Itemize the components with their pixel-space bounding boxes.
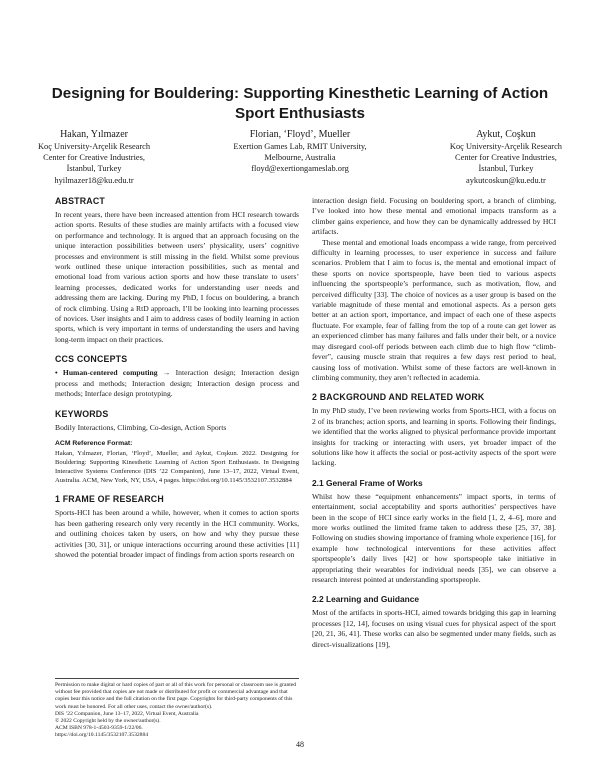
background-section [312, 392, 556, 468]
abstract-text: In recent years, there have been increased attention from HCI research towards action sports. Results of these studies are mainly artifacts with a focused view on performance and technology. It is argued that an approach focusing on the unique interaction possibilities between users’ physicality, users’ cognitive processes and environment is still missing in the field. Whilst some previous work outlined these unique interaction possibilities, such as mental and emotional load from various action sports and how these translate to users’ learning processes, dedicated works for understanding user needs and addressing them are lacking. During my PhD, I focus on bouldering, a branch of rock climbing. Using a RtD approach, I’ll be looking into learning processes of novices. User insights and I aim to address cases of bodily learning in action sports, which is very important in terms of understanding the users and having long-term impact on their practices. [55, 210, 299, 344]
right-column [312, 196, 556, 650]
permission-notice: Permission to make digital or hard copies of part or all of this work for personal or classroom use is granted without fee provided that copies are not made or distributed for profit or commercial advantage and that copies bear this notice and the full citation on the first page. Copyrights for third-party components of this work must be honored. For all other uses, contact the owner/author(s). [55, 682, 297, 710]
left-column [55, 196, 299, 560]
author-email: hyilmazer18@ku.edu.tr [54, 175, 134, 185]
author-name: Florian, ‘Floyd’, Mueller [249, 129, 351, 140]
author-name: Hakan, Yılmazer [60, 129, 129, 140]
keywords-heading: KEYWORDS [55, 408, 109, 419]
author-affiliation: Koç University-Arçelik Research [449, 142, 562, 151]
conference-line: DIS ’22 Companion, June 13–17, 2022, Virtual Event, Australia [55, 710, 199, 717]
frame-continued-text: interaction design field. Focusing on bouldering sport, a branch of climbing, I’ve looked into how these mental and emotional impacts transform as a climber gains experience, and how they can be dynamically addressed by HCI artifacts. [312, 196, 556, 237]
learning-guidance-text: Most of the artifacts in sports-HCI, aimed towards bridging this gap in learning processes [12, 14], focuses on using visual cues for physical aspect of the sport [20, 21, 36, 41]. These works can also be segmented under many fields, such as direct-visualizations [19], [312, 608, 556, 649]
author-1 [38, 128, 150, 186]
isbn-line: ACM ISBN 978-1-4503-9359-1/22/06. [55, 725, 143, 732]
ccs-text [55, 368, 299, 399]
background-text: In my PhD study, I’ve been reviewing works from Sports-HCI, with a focus on 2 of its branches; action sports, and learning in sports. Following their findings, we identified that the works aligned to physical performance provide important insights for tracking or interacting with users, yet broader impact of the solutions like how it affects the social or post-activity aspects of the sport were lacking. [312, 406, 556, 468]
frame-paragraph-2: These mental and emotional loads encompass a wide range, from perceived difficulty in learning processes, to user experience in success and failure scenarios. Problem that I aim to focus is, the mental and emotional impact of these sports on novice sportspeople, have been tied to various aspects influencing the sportspeople’s performance, such as motivation, flow, and perceived difficulty [33]. The choice of novices as a user group is based on the variable magnitude of these mental and emotional aspects. As a person gets better at an action sport, importance, and impact of each one of these aspects fluctuate. For example, fear of falling from the top of a route can get lower as an experienced climber has many failures and falls under their belt, or a novice may disregard cool-off periods between each climb due to high flow “climb-fever”, causing muscle strain that requires a few days rest period to heal, causing loss of motivation. Whilst some of these factors are well-known in climbing community, they aren’t reflected in academia. [312, 237, 556, 382]
author-2 [233, 128, 366, 186]
page-number: 48 [296, 740, 304, 749]
frame-heading: 1 FRAME OF RESEARCH [55, 494, 164, 505]
author-name: Aykut, Coşkun [476, 129, 536, 140]
keywords-text: Bodily Interactions, Climbing, Co-design, Action Sports [55, 422, 227, 432]
author-affiliation: Koç University-Arçelik Research [38, 142, 151, 151]
general-frame-text: Whilst how these “equipment enhancements” impact sports, in terms of entertainment, social acceptability and sports authorities’ perspectives have been in the scope of HCI since early works in the field [1, 2, 4–6], more and more works outlined the limited frame taken to address these [25, 37, 38]. Following on studies showing importance of framing whole experience [16], for example how technological interventions for these activities affect sportspeople’s daily lives [42] or how sportspeople take initiative in appropriating their wearables for individual needs [35], we can observe a research interest pointed at understanding sportspeople. [312, 491, 556, 584]
background-heading: 2 BACKGROUND AND RELATED WORK [312, 392, 485, 403]
copyright-footnote [55, 678, 299, 740]
author-3 [450, 128, 562, 186]
author-location: Melbourne, Australia [264, 153, 336, 163]
author-block [38, 128, 562, 186]
frame-section [55, 494, 299, 560]
doi-link[interactable]: https://doi.org/10.1145/3532107.3532884 [55, 732, 149, 739]
ccs-term: • Human-centered computing [55, 368, 158, 378]
author-affiliation: Exertion Games Lab, RMIT University, [233, 142, 367, 151]
author-email: aykutcoskun@ku.edu.tr [466, 175, 546, 185]
learning-guidance-heading: 2.2 Learning and Guidance [312, 594, 420, 605]
acm-reference-text: Hakan, Yılmazer, Florian, ‘Floyd’, Mueller, and Aykut, Coşkun. 2022. Designing for Bouldering: Supporting Kinesthetic Learning of Action Sport Enthusiasts. In Designing Interactive Systems Conference (DIS ’22 Companion), June 13–17, 2022, Virtual Event, Australia. ACM, New York, NY, USA, 4 pages. https://doi.org/10.1145/3532107.3532884 [55, 450, 299, 485]
learning-guidance-section [312, 594, 556, 650]
author-location: İstanbul, Turkey [478, 164, 534, 174]
frame-text: Sports-HCI has been around a while, however, when it comes to action sports has been gathering research only very recently in the HCI community. Works, and outlining choices taken by users, on how and why they pursue these activities [30, 31], or unique interactions occurring around these activities [11] showed the potential broader impact of findings from action sports research on [55, 508, 299, 559]
acm-reference-heading: ACM Reference Format: [55, 439, 133, 447]
author-affiliation: Center for Creative Industries, [43, 153, 145, 163]
ccs-concepts: → Interaction design; Interaction design process and methods; Interaction design; Interaction design process and methods; Interface design prototyping. [55, 368, 299, 399]
author-email: floyd@exertiongameslab.org [251, 164, 349, 174]
ccs-section [55, 354, 299, 399]
paper-title: Designing for Bouldering: Supporting Kinesthetic Learning of Action Sport Enthusiasts [51, 85, 549, 122]
ccs-heading: CCS CONCEPTS [55, 354, 128, 365]
general-frame-heading: 2.1 General Frame of Works [312, 477, 423, 488]
author-affiliation: Center for Creative Industries, [455, 153, 557, 163]
author-location: İstanbul, Turkey [66, 164, 122, 174]
keywords-section [55, 409, 299, 433]
general-frame-section [312, 478, 556, 586]
abstract-heading: ABSTRACT [55, 196, 105, 206]
copyright-line: © 2022 Copyright held by the owner/author(s). [55, 718, 161, 725]
